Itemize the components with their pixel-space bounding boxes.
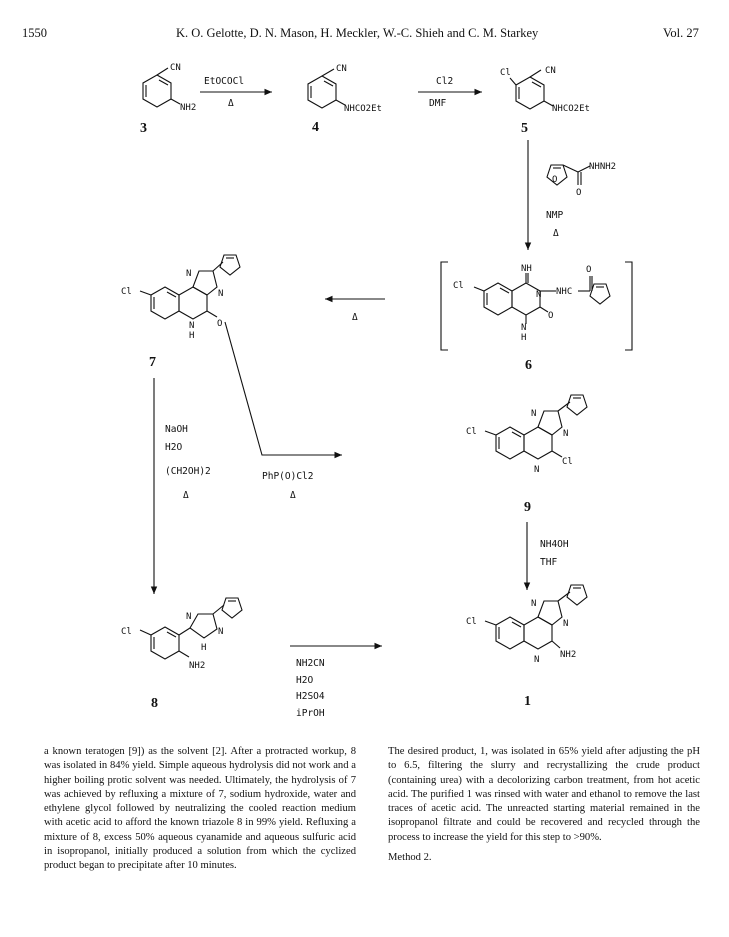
compound-1-structure: [466, 585, 587, 665]
compound-7-oxo-label: O: [217, 319, 223, 329]
compound-3-nh2-label: NH2: [180, 103, 197, 113]
reagent-dmf: DMF: [429, 98, 447, 109]
left-paragraph: a known teratogen [9]) as the solvent [2]. After a protracted workup, 8 was isolated in 84% yield. Simple aqueous hydrolysis did not work and a higher boiling protic solvent was needed. Ultimately, the hydrolysis of 7 was achieved by refluxing a mixture of 7, sodium hydroxide, water and ethylene glycol followed by neutralizing the cooled reaction medium with acetic acid to afford the known triazole 8 in 99% yield. Refluxing a mixture of 8, excess 50% aqueous cyanamide and aqueous sulfuric acid in isopropanol, initially produced a solution from which the cyclized product began to precipitate after 10 minutes.: [44, 746, 356, 872]
compound-9-n3-label: N: [534, 465, 540, 475]
reagent-cyanamide: NH2CN: [296, 658, 325, 669]
compound-4-number: 4: [312, 120, 319, 135]
compound-5-carbamate-label: NHCO2Et: [552, 104, 590, 114]
compound-6-number: 6: [525, 358, 532, 373]
compound-1-n1-label: N: [531, 599, 537, 609]
compound-8-n2-label: N: [218, 627, 224, 637]
compound-3-number: 3: [140, 121, 147, 136]
reagent-isopropanol: iPrOH: [296, 708, 325, 719]
compound-8-h-label: H: [201, 643, 207, 653]
compound-6-carbonyl-label: O: [586, 265, 592, 275]
reagent-sulfuric-acid: H2SO4: [296, 691, 325, 702]
compound-4-carbamate-label: NHCO2Et: [344, 104, 382, 114]
compound-6-n1-label: N: [521, 323, 527, 333]
compound-7-number: 7: [149, 355, 156, 370]
compound-5-cl-label: Cl: [500, 68, 511, 78]
compound-9-number: 9: [524, 500, 531, 515]
compound-1-n2-label: N: [563, 619, 569, 629]
reagent-ammonium-hydroxide: NH4OH: [540, 539, 569, 550]
compound-9-chloro-label: Cl: [562, 457, 573, 467]
heat-symbol-nmp: Δ: [553, 228, 559, 239]
compound-8-cl-label: Cl: [121, 627, 132, 637]
reagent-ethylene-glycol: (CH2OH)2: [165, 466, 211, 477]
compound-7-n1-label: N: [186, 269, 192, 279]
reagent-water: H2O: [165, 442, 183, 453]
left-text-column: [44, 745, 356, 874]
compound-1-n3-label: N: [534, 655, 540, 665]
compound-7-n2-label: N: [218, 289, 224, 299]
compound-6-oxo-label: O: [548, 311, 554, 321]
compound-6-h-label: H: [521, 333, 527, 343]
running-header-authors: K. O. Gelotte, D. N. Mason, H. Meckler, W.-C. Shieh and C. M. Starkey: [176, 26, 539, 40]
reagent-nmp: NMP: [546, 210, 564, 221]
compound-4-cn-label: CN: [336, 64, 347, 74]
compound-1-amino-label: NH2: [560, 650, 577, 660]
heat-symbol-7-9: Δ: [290, 490, 296, 501]
svg-text:O: O: [552, 175, 558, 185]
compound-9-n1-label: N: [531, 409, 537, 419]
right-text-column: [388, 745, 700, 865]
compound-9-cl-label: Cl: [466, 427, 477, 437]
compound-9-structure: [466, 395, 587, 475]
heat-symbol-6-7: Δ: [352, 312, 358, 323]
right-paragraph: The desired product, 1, was isolated in 65% yield after adjusting the pH to 6.5, filtering the slurry and recrystallizing the crude product (containing urea) with a decolorizing carbon treatment, from hot acetic acid. The purified 1 was rinsed with water and ethanol to remove the last traces of acetic acid. The unreacted starting material remained in the isopropanol filtrate and could be recovered and recycled through the process to increase the yield for this step to >90%.: [388, 746, 700, 843]
page-number: 1550: [22, 26, 47, 40]
compound-7-n3-label: N: [189, 321, 195, 331]
reagent-thf: THF: [540, 557, 558, 568]
compound-4-structure: [308, 64, 382, 114]
compound-5-structure: [500, 66, 590, 114]
compound-7-h-label: H: [189, 331, 195, 341]
compound-3-structure: [143, 63, 196, 113]
compound-1-cl-label: Cl: [466, 617, 477, 627]
compound-8-nh2-label: NH2: [189, 661, 206, 671]
reagent-water-2: H2O: [296, 675, 314, 686]
compound-3-cn-label: CN: [170, 63, 181, 73]
arrow-7-to-9: [225, 322, 342, 455]
compound-6-nhc-label: NHC: [556, 287, 573, 297]
compound-5-number: 5: [521, 121, 528, 136]
compound-7-structure: [121, 255, 240, 341]
method-heading: Method 2.: [388, 852, 432, 864]
hydrazide-oxygen-label: O: [576, 188, 582, 198]
compound-9-n2-label: N: [563, 429, 569, 439]
furoic-hydrazide-structure: [547, 162, 616, 198]
compound-6-structure: [441, 262, 632, 350]
reagent-phenylphosphonic-dichloride: PhP(O)Cl2: [262, 471, 314, 482]
reagent-chlorine: Cl2: [436, 76, 454, 87]
heat-symbol-7-8: Δ: [183, 490, 189, 501]
compound-6-imine-label: NH: [521, 264, 532, 274]
compound-5-cn-label: CN: [545, 66, 556, 76]
compound-8-structure: [121, 598, 242, 671]
compound-6-cl-label: Cl: [453, 281, 464, 291]
heat-symbol: Δ: [228, 98, 234, 109]
compound-7-cl-label: Cl: [121, 287, 132, 297]
reagent-ethyl-chloroformate: EtOCOCl: [204, 76, 245, 87]
compound-6-n3-label: N: [536, 290, 542, 300]
reagent-naoh: NaOH: [165, 424, 188, 435]
volume-label: Vol. 27: [663, 26, 699, 40]
compound-8-n1-label: N: [186, 612, 192, 622]
hydrazide-nhnh2-label: NHNH2: [589, 162, 617, 172]
compound-1-number: 1: [524, 694, 531, 709]
compound-8-number: 8: [151, 696, 158, 711]
